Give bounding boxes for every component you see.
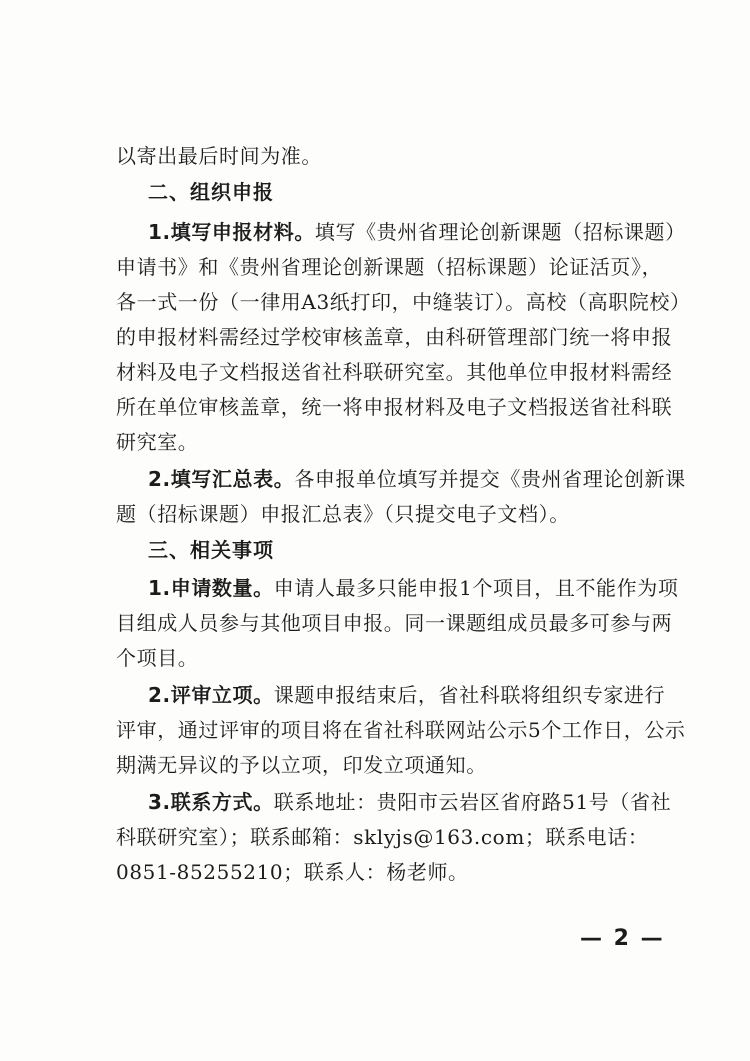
- paragraph-line: [0, 288, 750, 316]
- section3-heading: 三、相关事项: [148, 538, 274, 562]
- item-text: 目组成人员参与其他项目申报。同一课题组成员最多可参与两: [116, 611, 673, 635]
- item-text: 期满无异议的予以立项，印发立项通知。: [116, 753, 487, 777]
- paragraph-line: [0, 323, 750, 351]
- item-text: 评审，通过评审的项目将在省社科联网站公示5个工作日，公示: [116, 718, 686, 742]
- paragraph-line: [0, 218, 750, 246]
- paragraph-line: [0, 574, 750, 602]
- item-text: 联系地址：贵阳市云岩区省府路51号（省社: [273, 790, 672, 814]
- item-lead: 1.填写申报材料。: [148, 220, 315, 244]
- paragraph-line: [0, 716, 750, 744]
- paragraph-line: [0, 465, 750, 493]
- item-lead: 2.填写汇总表。: [148, 467, 295, 491]
- item-text: 材料及电子文档报送省社科联研究室。其他单位申报材料需经: [116, 360, 673, 384]
- item-text: 0851-85255210；联系人：杨老师。: [116, 860, 469, 884]
- item-text: 研究室。: [116, 430, 199, 454]
- item-text: 所在单位审核盖章，统一将申报材料及电子文档报送省社科联: [116, 395, 673, 419]
- item-text: 个项目。: [116, 646, 199, 670]
- paragraph-line: [0, 609, 750, 637]
- item-lead: 1.申请数量。: [148, 576, 274, 600]
- item-text: 的申报材料需经过学校审核盖章，由科研管理部门统一将申报: [116, 325, 673, 349]
- paragraph-line: [0, 253, 750, 281]
- item-text: 科联研究室）；联系邮箱：sklyjs@163.com；联系电话：: [116, 825, 649, 849]
- item-text: 填写《贵州省理论创新课题（招标课题）: [314, 220, 686, 244]
- continuation-line: 以寄出最后时间为准。: [116, 144, 322, 168]
- paragraph-line: [0, 788, 750, 816]
- paragraph-line: [0, 358, 750, 386]
- paragraph-line: [0, 428, 750, 456]
- item-text: 申请书》和《贵州省理论创新课题（招标课题）论证活页》，: [116, 255, 663, 279]
- item-text: 申请人最多只能申报1个项目，且不能作为项: [273, 576, 679, 600]
- section-heading: [0, 536, 750, 564]
- paragraph-line: [0, 644, 750, 672]
- paragraph-line: [0, 823, 750, 851]
- paragraph-line: [0, 858, 750, 886]
- page-number: — 2 —: [580, 926, 665, 951]
- item-lead: 2.评审立项。: [148, 683, 274, 707]
- section-heading: [0, 178, 750, 206]
- paragraph-line: [0, 681, 750, 709]
- item-text: 各申报单位填写并提交《贵州省理论创新课: [294, 467, 686, 491]
- item-text: 题（招标课题）申报汇总表》（只提交电子文档）。: [116, 502, 570, 526]
- paragraph-line: [0, 751, 750, 779]
- item-text: 各一式一份（一律用A3纸打印，中缝装订）。高校（高职院校）: [116, 290, 691, 314]
- continuation-text: [0, 142, 750, 170]
- section2-heading: 二、组织申报: [148, 180, 274, 204]
- paragraph-line: [0, 500, 750, 528]
- item-lead: 3.联系方式。: [148, 790, 274, 814]
- item-text: 课题申报结束后，省社科联将组织专家进行: [273, 683, 666, 707]
- paragraph-line: [0, 393, 750, 421]
